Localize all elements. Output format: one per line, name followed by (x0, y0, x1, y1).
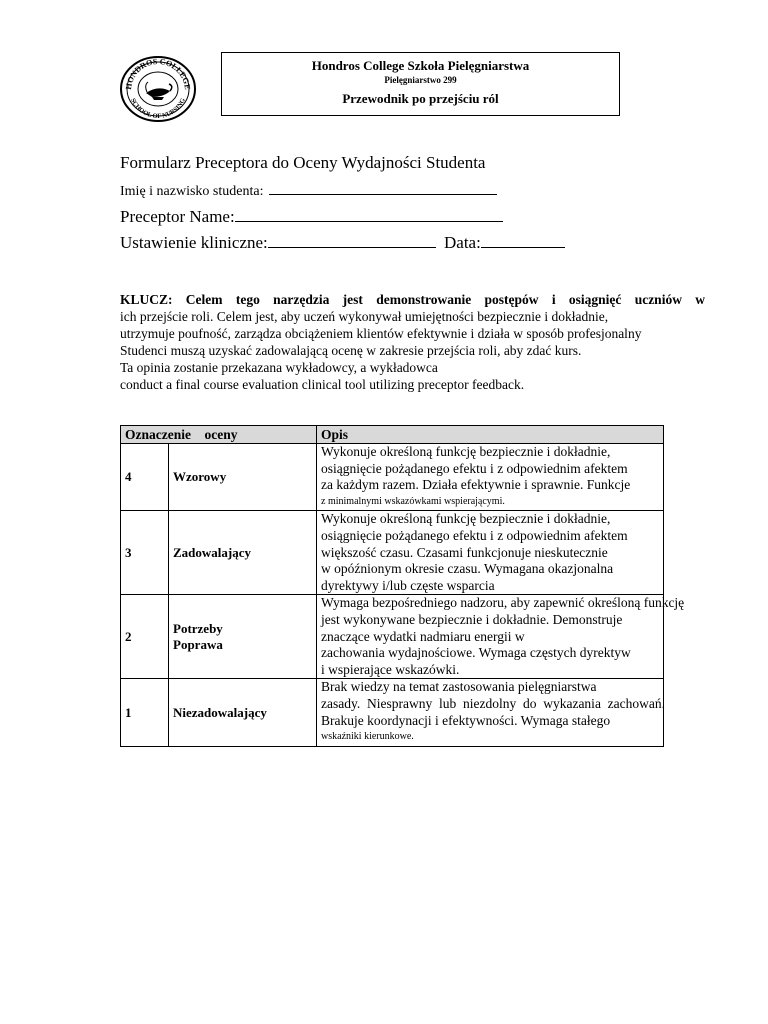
rating-number: 3 (121, 511, 169, 595)
desc-line: Wymaga bezpośredniego nadzoru, aby zapewnić określoną funkcję (321, 595, 685, 611)
key-line-6: conduct a final course evaluation clinical tool utilizing preceptor feedback. (120, 377, 525, 392)
student-name-field[interactable] (269, 180, 497, 195)
student-name-row (120, 180, 497, 200)
key-line-4: Studenci muszą uzyskać zadowalającą ocenę w zakresie przejścia roli, aby zdać kurs. (120, 343, 582, 358)
preceptor-name-field[interactable] (235, 207, 503, 222)
preceptor-name-label: Preceptor Name: (120, 207, 235, 226)
svg-text:HONDROS COLLEGE: HONDROS COLLEGE (123, 56, 193, 91)
rating-description (317, 679, 664, 746)
guide-title: Przewodnik po przejściu ról (342, 91, 499, 106)
desc-line: Brak wiedzy na temat zastosowania pielęgniarstwa (321, 679, 597, 695)
desc-line: i wspierające wskazówki. (321, 661, 460, 677)
key-paragraph (120, 291, 705, 393)
desc-line: większość czasu. Czasami funkcjonuje nieskutecznie (321, 544, 608, 560)
key-line-2: ich przejście roli. Celem jest, aby uczeń wykonywał umiejętności bezpiecznie i dokładnie, (120, 309, 609, 324)
desc-line: Wykonuje określoną funkcję bezpiecznie i dokładnie, (321, 444, 611, 459)
table-row (121, 595, 664, 679)
desc-line: znaczące wydatki nadmiaru energii w (321, 628, 525, 644)
desc-line: zasady. Niesprawny lub niezdolny do wykazania zachowań. (321, 695, 666, 711)
rating-name: Wzorowy (169, 444, 317, 511)
desc-line: zachowania wydajnościowe. Wymaga częstych dyrektyw (321, 645, 631, 661)
school-name: Hondros College Szkoła Pielęgniarstwa (311, 58, 530, 73)
rating-description (317, 511, 664, 595)
key-line-1: KLUCZ: Celem tego narzędzia jest demonstrowanie postępów i osiągnięć uczniów w (120, 292, 705, 307)
header-box (221, 52, 620, 116)
header-description: Opis (317, 426, 664, 444)
rating-number: 4 (121, 444, 169, 511)
course-name: Pielęgniarstwo 299 (384, 75, 457, 85)
school-seal-logo (119, 55, 197, 123)
rating-description (317, 595, 685, 679)
desc-line: za każdym razem. Działa efektywnie i sprawnie. Funkcje (321, 477, 631, 493)
preceptor-name-row (120, 207, 503, 227)
clinical-setting-field[interactable] (268, 233, 436, 248)
rating-number: 1 (121, 679, 169, 746)
rating-description (317, 444, 664, 511)
desc-line: dyrektywy i/lub częste wsparcia (321, 577, 495, 593)
desc-line: z minimalnymi wskazówkami wspierającymi. (321, 495, 505, 507)
clinical-setting-label: Ustawienie kliniczne: (120, 233, 268, 252)
date-field[interactable] (481, 233, 565, 248)
table-header-row (121, 426, 664, 444)
desc-line: wskaźniki kierunkowe. (321, 731, 414, 743)
table-row (121, 444, 664, 511)
key-line-5: Ta opinia zostanie przekazana wykładowcy, a wykładowca (120, 360, 438, 375)
date-label: Data: (444, 233, 481, 252)
desc-line: osiągnięcie pożądanego efektu i z odpowiednim afektem (321, 460, 628, 476)
form-title: Formularz Preceptora do Oceny Wydajności Studenta (120, 153, 486, 172)
desc-line: osiągnięcie pożądanego efektu i z odpowiednim afektem (321, 527, 628, 543)
desc-line: w opóźnionym okresie czasu. Wymagana okazjonalna (321, 561, 614, 577)
table-row (121, 511, 664, 595)
key-line-3: utrzymuje poufność, zarządza obciążeniem klientów efektywnie i działa w sposób profesjonalny (120, 326, 642, 341)
rating-number: 2 (121, 595, 169, 679)
rating-name-line: Potrzeby (173, 620, 223, 636)
rating-name: Zadowalający (169, 511, 317, 595)
desc-line: Brakuje koordynacji i efektywności. Wymaga stałego (321, 712, 611, 728)
desc-line: Wykonuje określoną funkcję bezpiecznie i dokładnie, (321, 511, 611, 527)
header-rating: Oznaczenie oceny (121, 426, 317, 444)
student-name-label: Imię i nazwisko studenta: (120, 184, 264, 199)
desc-line: jest wykonywane bezpiecznie i dokładnie. Demonstruje (321, 611, 623, 627)
clinical-setting-row (120, 233, 565, 253)
rating-name (169, 595, 317, 679)
table-row (121, 679, 664, 746)
rating-name-line: Poprawa (173, 636, 223, 652)
rating-table (120, 425, 685, 747)
rating-name: Niezadowalający (169, 679, 317, 746)
svg-text:SCHOOL OF NURSING: SCHOOL OF NURSING (129, 97, 187, 121)
